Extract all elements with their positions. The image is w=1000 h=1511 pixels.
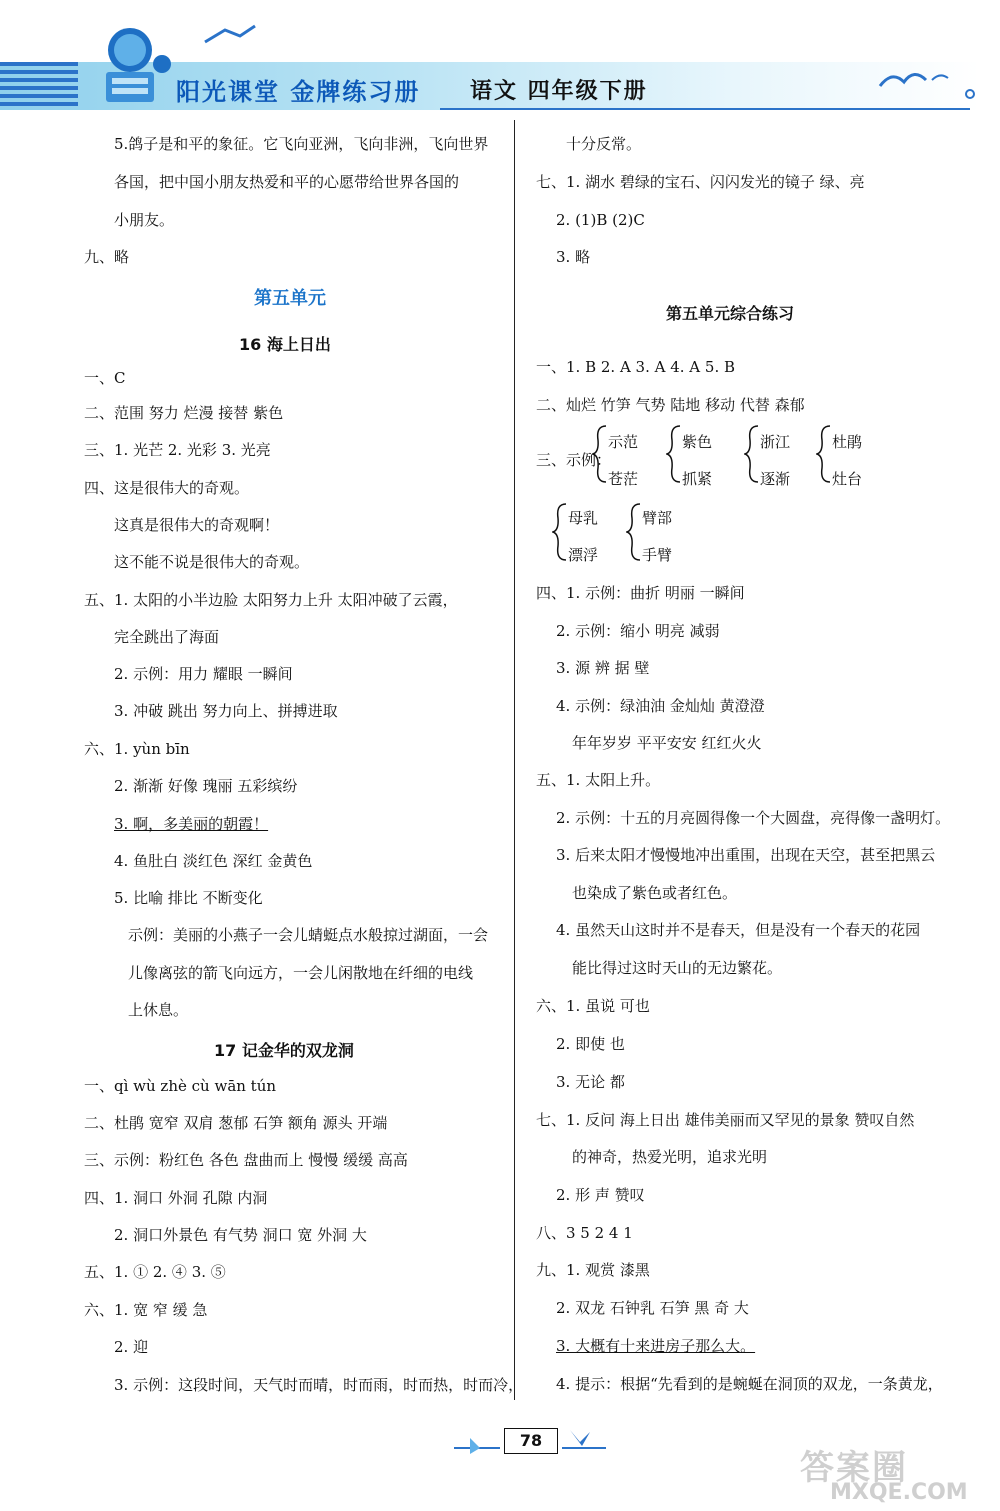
answer-line: 年年岁岁 平平安安 红红火火: [572, 734, 762, 752]
answer-line: 3. 冲破 跳出 努力向上、拼搏进取: [114, 702, 338, 720]
answer-line: 2. 形 声 赞叹: [556, 1186, 645, 1204]
answer-line: 二、杜鹃 宽窄 双肩 葱郁 石笋 额角 源头 开端: [84, 1114, 388, 1132]
answer-line: 完全跳出了海面: [114, 628, 220, 646]
word-item: 灶台: [832, 470, 863, 488]
page-header: [0, 0, 1000, 120]
answer-line: 示例：美丽的小燕子一会儿蜻蜓点水般掠过湖面，一会: [128, 926, 489, 944]
brace-icon: [592, 424, 608, 484]
answer-line: 3. 后来太阳才慢慢地冲出重围，出现在天空，甚至把黑云: [556, 846, 936, 864]
unit-title: 第五单元: [254, 288, 326, 309]
answer-line: 上休息。: [128, 1001, 189, 1019]
answer-line: 3. 大概有十来进房子那么大。: [556, 1337, 756, 1355]
watermark-url: MXQE.COM: [830, 1480, 968, 1505]
answer-line: 四、这是很伟大的奇观。: [84, 479, 250, 497]
seagulls-icon: [870, 60, 980, 100]
header-rule: [440, 108, 970, 110]
answer-line: 四、1. 洞口 外洞 孔隙 内洞: [84, 1189, 268, 1207]
answer-line: 3. 无论 都: [556, 1073, 625, 1091]
answer-line: 的神奇，热爱光明，追求光明: [572, 1148, 768, 1166]
answer-line: 2. 迎: [114, 1338, 149, 1356]
page-footer: [450, 1420, 610, 1460]
answer-line: 八、3 5 2 4 1: [536, 1224, 633, 1242]
answer-line: 4. 示例：绿油油 金灿灿 黄澄澄: [556, 697, 765, 715]
answer-line: 四、1. 示例：曲折 明丽 一瞬间: [536, 584, 745, 602]
book-logo-icon: [88, 20, 178, 110]
lesson-title: 16 海上日出: [239, 335, 331, 354]
word-item: 抓紧: [682, 470, 713, 488]
book-title: 阳光课堂 金牌练习册: [176, 78, 421, 106]
answer-line: 一、qì wù zhè cù wān tún: [84, 1077, 277, 1095]
answer-line: 三、示例：: [536, 451, 612, 469]
brace-icon: [552, 502, 568, 562]
answer-line: 4. 提示：根据“先看到的是蜿蜒在洞顶的双龙，一条黄龙，: [556, 1375, 943, 1393]
answer-line: 十分反常。: [566, 135, 642, 153]
answer-line: 六、1. yùn bīn: [84, 740, 190, 758]
answer-line: 六、1. 宽 窄 缓 急: [84, 1301, 208, 1319]
answer-line: 2. 示例：缩小 明亮 减弱: [556, 622, 720, 640]
book-subject: 语文 四年级下册: [470, 79, 648, 104]
brace-icon: [816, 424, 832, 484]
word-item: 杜鹃: [832, 433, 863, 451]
answer-line: 儿像离弦的箭飞向远方，一会儿闲散地在纤细的电线: [128, 964, 474, 982]
answer-line: 5. 比喻 排比 不断变化: [114, 889, 263, 907]
word-item: 漂浮: [568, 546, 599, 564]
answer-line: 这真是很伟大的奇观啊！: [114, 516, 280, 534]
answer-line: 六、1. 虽说 可也: [536, 997, 650, 1015]
column-divider: [514, 120, 515, 1400]
bird-icon: [200, 22, 260, 52]
answer-line: 5.鸽子是和平的象征。它飞向亚洲，飞向非洲，飞向世界: [114, 135, 489, 153]
answer-line: 二、灿烂 竹笋 气势 陆地 移动 代替 森郁: [536, 396, 805, 414]
word-item: 手臂: [642, 546, 673, 564]
word-item: 紫色: [682, 433, 713, 451]
answer-line: 2. 双龙 石钟乳 石笋 黑 奇 大: [556, 1299, 749, 1317]
answer-line: 2. 示例：十五的月亮圆得像一个大圆盘，亮得像一盏明灯。: [556, 809, 951, 827]
answer-line: 4. 鱼肚白 淡红色 深红 金黄色: [114, 852, 313, 870]
answer-line: 一、1. B 2. A 3. A 4. A 5. B: [536, 358, 736, 376]
page-number: 78: [504, 1428, 558, 1454]
answer-line: 能比得过这时天山的无边繁花。: [572, 959, 783, 977]
answer-line: 3. 示例：这段时间，天气时而晴，时而雨，时而热，时而冷，: [114, 1376, 524, 1394]
answer-line: 2. 洞口外景色 有气势 洞口 宽 外洞 大: [114, 1226, 367, 1244]
word-item: 臂部: [642, 509, 673, 527]
answer-line: 各国，把中国小朋友热爱和平的心愿带给世界各国的: [114, 173, 460, 191]
word-item: 母乳: [568, 509, 599, 527]
answer-line: 3. 啊，多美丽的朝霞！: [114, 815, 269, 833]
answer-line: 3. 源 辨 据 壁: [556, 659, 650, 677]
answer-line: 2. (1)B (2)C: [556, 211, 645, 229]
answer-line: 五、1. 太阳上升。: [536, 771, 661, 789]
answer-line: 2. 即使 也: [556, 1035, 625, 1053]
brace-icon: [744, 424, 760, 484]
word-item: 示范: [608, 433, 639, 451]
answer-line: 一、C: [84, 369, 126, 387]
answer-line: 3. 略: [556, 248, 591, 266]
answer-line: 4. 虽然天山这时并不是春天，但是没有一个春天的花园: [556, 921, 921, 939]
answer-line: 二、范围 努力 烂漫 接替 紫色: [84, 404, 284, 422]
answer-line: 五、1. 太阳的小半边脸 太阳努力上升 太阳冲破了云霞，: [84, 591, 458, 609]
answer-line: 九、1. 观赏 漆黑: [536, 1261, 650, 1279]
section-title: 第五单元综合练习: [666, 304, 795, 323]
answer-line: 五、1. ① 2. ④ 3. ⑤: [84, 1263, 226, 1281]
answer-line: 三、示例：粉红色 各色 盘曲而上 慢慢 缓缓 高高: [84, 1151, 408, 1169]
word-item: 逐渐: [760, 470, 791, 488]
brace-icon: [626, 502, 642, 562]
word-item: 浙江: [760, 433, 791, 451]
answer-line: 九、略: [84, 248, 130, 266]
answer-line: 2. 示例：用力 耀眼 一瞬间: [114, 665, 293, 683]
brace-icon: [666, 424, 682, 484]
lesson-title: 17 记金华的双龙洞: [214, 1041, 354, 1060]
answer-line: 2. 渐渐 好像 瑰丽 五彩缤纷: [114, 777, 298, 795]
answer-line: 小朋友。: [114, 211, 175, 229]
answer-line: 七、1. 湖水 碧绿的宝石、闪闪发光的镜子 绿、亮: [536, 173, 865, 191]
watermark-text: 答案圈: [800, 1448, 908, 1488]
answer-line: 七、1. 反问 海上日出 雄伟美丽而又罕见的景象 赞叹自然: [536, 1111, 915, 1129]
answer-line: 这不能不说是很伟大的奇观。: [114, 553, 310, 571]
word-item: 苍茫: [608, 470, 639, 488]
header-stripes: [0, 62, 78, 110]
answer-line: 也染成了紫色或者红色。: [572, 884, 738, 902]
answer-line: 三、1. 光芒 2. 光彩 3. 光亮: [84, 441, 271, 459]
